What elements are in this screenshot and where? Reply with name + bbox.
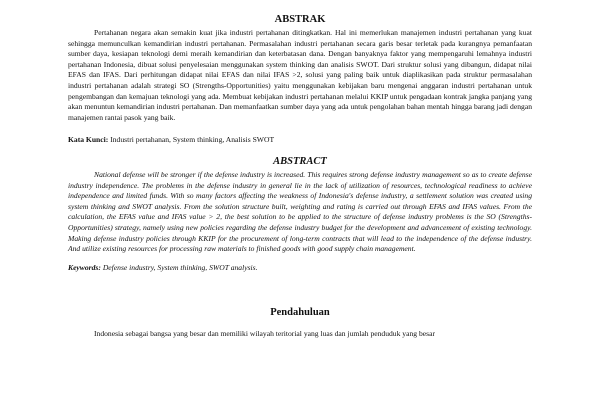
keywords-line: [68, 263, 532, 274]
pendahuluan-paragraph: Indonesia sebagai bangsa yang besar dan memiliki wilayah teritorial yang luas dan jumlah penduduk yang besar: [94, 329, 435, 339]
keywords-text: Defense industry, System thinking, SWOT analysis.: [102, 262, 258, 272]
kata-kunci-label: Kata Kunci:: [68, 135, 109, 145]
abstrak-paragraph: Pertahanan negara akan semakin kuat jika industri pertahanan ditingkatkan. Hal ini memerlukan manajemen industri pertahanan yang kuat sehingga memunculkan kemandirian industri pertahanan. Permasalahan industri pertahanan secara garis besar terletak pada kurangnya pemanfaatan sumber daya, kesiapan teknologi demi meraih kemandirian dan keterbatasan dana. Dengan banyaknya faktor yang mempengaruhi lemahnya industri pertahanan Indonesia, dibuat solusi penyelesaian menggunakan system thinking dan analisis SWOT. Dari struktur solusi yang dibangun, didapat nilai EFAS dan IFAS. Dari perhitungan didapat nilai EFAS dan nilai IFAS >2, solusi yang paling baik untuk diaplikasikan pada struktur permasalahan industri pertahanan adalah strategi SO (Strengths-Opportunities) yaitu menggunakan kebijakan baru mengenai anggaran industri pertahanan untuk pengembangan dan kemajuan teknologi yang ada. Membuat kebijakan industri pertahanan melalui KKIP untuk pengadaan kontrak jangka panjang yang akan menuntun kemandirian industri pertahanan. Dan memanfaatkan sumber daya yang ada untuk pengolahan bahan mentah hingga barang jadi dengan manajemen rantai pasok yang baik.: [68, 28, 532, 122]
pendahuluan-heading: Pendahuluan: [270, 307, 330, 319]
abstract-paragraph: National defense will be stronger if the defense industry is increased. This requires strong defense industry management so as to create defense industry independence. The problems in the defense industry in general lie in the lack of utilization of resources, technological readiness to achieve independence and limited funds. With so many factors affecting the weakness of Indonesia's defense industry, a settlement solution was created using system thinking and SWOT analysis. From the solution structure built, weighting and rating is carried out through EFAS and IFAS values. From the calculation, the EFAS value and IFAS value > 2, the best solution to be applied to the structure of defense industry problems is the SO (Strengths-Opportunities) strategy, namely using new policies regarding the defense industry budget for the development and advancement of existing technology. Making defense industry policies through KKIP for the procurement of long-term contracts that will lead to the independence of the defense industry. And utilize existing resources for processing raw materials to finished goods with good supply chain management.: [68, 169, 532, 254]
kata-kunci-text: Industri pertahanan, System thinking, Analisis SWOT: [110, 135, 275, 145]
keywords-label: Keywords:: [68, 262, 101, 272]
abstrak-heading: ABSTRAK: [274, 14, 326, 25]
kata-kunci-line: [68, 135, 532, 146]
abstract-heading: ABSTRACT: [273, 155, 327, 167]
